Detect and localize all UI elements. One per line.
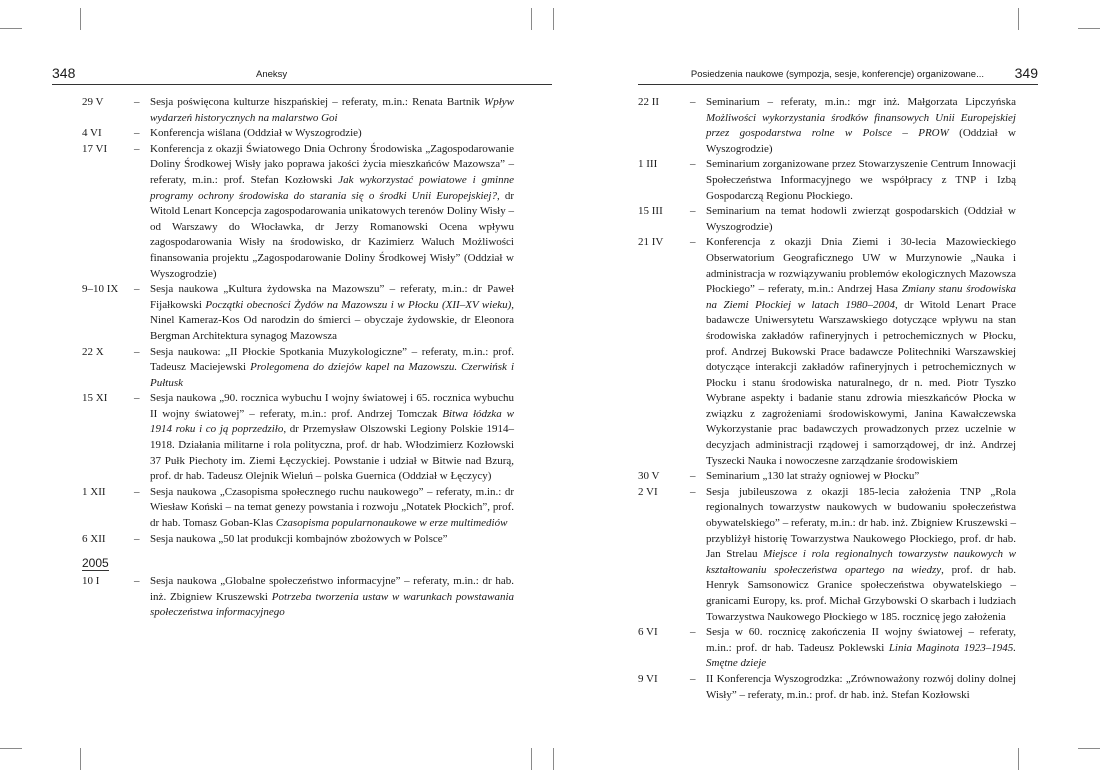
dash-separator: – — [690, 626, 696, 639]
year-heading: 2005 — [82, 556, 109, 571]
event-entry — [82, 532, 514, 548]
paper-title: Linia Maginota 1923–1945. Smętne dzieje — [706, 641, 1016, 670]
dash-separator: – — [134, 575, 140, 588]
event-entry — [638, 204, 1016, 235]
paper-title: Potrzeba tworzenia ustaw w warunkach powstawania społeczeństwa informacyjnego — [150, 590, 515, 619]
event-description — [150, 282, 514, 344]
dash-separator: – — [690, 470, 696, 483]
dash-separator: – — [134, 532, 140, 545]
paper-title: Początki obecności Żydów na Mazowszu i w Płocku (XII–XV wieku) — [205, 298, 512, 311]
event-text: Sesja jubileuszowa z okazji 185-lecia założenia TNP „Rola regionalnych towarzystw naukowych w budowaniu społeczeństwa obywatelskiego” – referaty, m.in.: dr hab. inż. Zbigniew Kruszewski – przybliżył historię Towarzystwa Naukowego Płockiego, prof. dr hab. Jan Strelau — [706, 485, 1016, 561]
event-text: Sesja w 60. rocznicę zakończenia II wojny światowej – referaty, m.in.: prof. dr hab. Tadeusz Poklewski — [706, 626, 1016, 654]
left-page — [52, 0, 552, 778]
event-text-continued: , dr Witold Lenart Prace badawcze Uniwersytetu Warszawskiego dotyczące wpływu na stan środowiska zakładów rafineryjnych i petrochemicznych w Płocku, prof. Andrzej Bukowski Prace badawcze Politechniki Warszawskiej dotyczące interakcji zakładów rafineryjnych i petrochemicznych w Płocku i stanu środowiska naturalnego, dr n. med. Piotr Tyszko Wybrane aspekty i badanie stanu zdrowia mieszkańców Płocka w związku z zagrożeniami środowiskowymi, Janina Kawałczewska Wykorzystanie prac badawczych prowadzonych przez uczelnie w decyzjach administracji rządowej i samorządowej, dr inż. Andrzej Tyszecki Nauka i nowoczesne zarządzanie środowiskiem — [706, 298, 1016, 467]
event-text: Seminarium „130 lat straży ogniowej w Płocku” — [706, 470, 920, 483]
event-description — [706, 672, 1016, 703]
page-number: 349 — [1014, 65, 1038, 81]
event-text: Sesja naukowa „Kultura żydowska na Mazowszu” – referaty, m.in.: dr Paweł Fijałkowski — [150, 283, 514, 311]
event-entry — [82, 126, 514, 142]
entries-list — [82, 95, 514, 621]
crop-mark — [1078, 748, 1100, 749]
dash-separator: – — [134, 96, 140, 108]
event-date: 10 I — [82, 575, 100, 588]
event-text: Sesja naukowa „Globalne społeczeństwo informacyjne” – referaty, m.in.: dr hab. inż. Zbigniew Kruszewski — [150, 575, 514, 603]
dash-separator: – — [690, 96, 696, 108]
event-description — [706, 157, 1016, 204]
paper-title: Bitwa łódzka w 1914 roku i co ją poprzedziło — [150, 407, 514, 436]
event-entry — [638, 485, 1016, 625]
event-entry — [638, 625, 1016, 672]
event-date: 6 VI — [638, 626, 658, 639]
event-date: 1 XII — [82, 485, 106, 498]
event-text: Konferencja z okazji Światowego Dnia Ochrony Środowiska „Zagospodarowanie Doliny Środkowej Wisły jako poprawa jakości życia mieszkańców Mazowsza” – referaty, m.in.: prof. Stefan Kozłowski — [150, 142, 514, 186]
crop-mark — [0, 28, 22, 29]
event-text-continued: , Ninel Kameraz-Kos Od narodzin do śmierci – obyczaje żydowskie, dr Eleonora Bergman Architektura synagog Mazowsza — [150, 298, 514, 342]
event-description — [706, 469, 1016, 485]
crop-mark — [553, 8, 554, 30]
event-entry — [638, 672, 1016, 703]
event-text: Seminarium na temat hodowli zwierząt gospodarskich (Oddział w Wyszogrodzie) — [706, 205, 1016, 233]
event-entry — [82, 485, 514, 532]
event-date: 9 VI — [638, 672, 658, 685]
paper-title: Prolegomena do dziejów kapel na Mazowszu. Czerwińsk i Pułtusk — [150, 361, 514, 389]
dash-separator: – — [690, 236, 696, 249]
event-description — [706, 204, 1016, 235]
event-date: 30 V — [638, 470, 660, 483]
event-date: 6 XII — [82, 532, 106, 545]
event-text-continued: , dr Witold Lenart Koncepcja zagospodarowania unikatowych terenów Doliny Wisły – od Warszawy do Włocławka, dr Jerzy Romanowski Ocena wpływu zagospodarowania Wisły na środowisko, dr Kazimierz Waluch Możliwości finansowania projektu „Zagospodarowanie Doliny Środkowej Wisły” (Oddział w Wyszogrodzie) — [150, 189, 514, 280]
event-entry — [82, 345, 514, 392]
page-header — [638, 62, 1038, 85]
event-entry — [82, 574, 514, 621]
event-entry — [82, 95, 514, 126]
dash-separator: – — [134, 283, 140, 296]
event-entry — [638, 235, 1016, 469]
event-description — [706, 235, 1016, 469]
event-date: 15 III — [638, 205, 663, 218]
dash-separator: – — [134, 127, 140, 140]
event-date: 4 VI — [82, 127, 102, 140]
event-date: 1 III — [638, 158, 658, 171]
event-entry — [82, 282, 514, 344]
dash-separator: – — [134, 392, 140, 405]
entries-list — [638, 95, 1016, 703]
event-text: Seminarium – referaty, m.in.: mgr inż. Małgorzata Lipczyńska — [706, 96, 1016, 108]
dash-separator: – — [134, 142, 140, 155]
event-text: Sesja naukowa „90. rocznica wybuchu I wojny światowej i 65. rocznica wybuchu II wojny światowej” – referaty, m.in.: prof. Andrzej Tomczak — [150, 392, 514, 420]
dash-separator: – — [134, 485, 140, 498]
event-description — [706, 95, 1016, 157]
event-date: 21 IV — [638, 236, 664, 249]
event-description — [150, 574, 514, 621]
event-description — [150, 142, 514, 282]
event-entry — [638, 157, 1016, 204]
year-heading-row — [82, 547, 514, 574]
event-date: 22 II — [638, 96, 660, 108]
event-text-continued: , dr Przemysław Olszowski Legiony Polskie 1914–1918. Działania militarne i rola polityczna, prof. dr hab. Włodzimierz Kozłowski 37 Pułk Piechoty im. Ziemi Łęczyckiej. Powstanie i udział w Bitwie nad Bzurą, prof. dr hab. Tadeusz Olejnik Wieluń – polska Guernica (Oddział w Łęczycy) — [150, 423, 514, 483]
event-entry — [82, 142, 514, 282]
event-text: Sesja poświęcona kulturze hiszpańskiej – referaty, m.in.: Renata Bartnik — [150, 96, 485, 108]
event-date: 15 XI — [82, 392, 108, 405]
event-text: Sesja naukowa „50 lat produkcji kombajnów zbożowych w Polsce” — [150, 532, 448, 545]
event-date: 29 V — [82, 96, 104, 108]
event-text: Seminarium zorganizowane przez Stowarzyszenie Centrum Innowacji Społeczeństwa Informacyjnego we współpracy z TNP i Izbą Gospodarczą Regionu Płockiego. — [706, 158, 1016, 202]
event-description — [150, 126, 514, 142]
dash-separator: – — [690, 672, 696, 685]
event-description — [706, 625, 1016, 672]
right-page — [638, 0, 1038, 778]
dash-separator: – — [134, 345, 140, 358]
running-head: Aneksy — [256, 69, 288, 80]
crop-mark — [553, 748, 554, 770]
event-description — [150, 95, 514, 126]
event-description — [150, 345, 514, 392]
dash-separator: – — [690, 205, 696, 218]
event-description — [150, 391, 514, 485]
event-date: 2 VI — [638, 485, 658, 498]
event-text: Konferencja z okazji Dnia Ziemi i 30-lecia Mazowieckiego Obserwatorium Geograficznego UW w Murzynowie „Nauka i administracja w rozwiązywaniu problemów ekologicznych Mazowsza Płockiego” – referaty, m.in.: Andrzej Hasa — [706, 236, 1016, 296]
paper-title: Możliwości wykorzystania środków finansowych Unii Europejskiej przez gospodarstwa rolne w Polsce – PROW — [706, 111, 1016, 140]
event-date: 9–10 IX — [82, 283, 119, 296]
event-text: Sesja naukowa „Czasopisma społecznego ruchu naukowego” – referaty, m.in.: dr Wiesław Koński – na temat genezy powstania i rozwoju „Notatek Płockich”, prof. dr hab. Tomasz Goban-Klas — [150, 485, 514, 530]
event-date: 22 X — [82, 345, 104, 358]
event-date: 17 VI — [82, 142, 108, 155]
dash-separator: – — [690, 158, 696, 171]
paper-title: Wpływ wydarzeń historycznych na malarstwo Goi — [150, 96, 514, 124]
dash-separator: – — [690, 485, 696, 498]
page-number: 348 — [52, 65, 76, 81]
event-text: Konferencja wiślana (Oddział w Wyszogrodzie) — [150, 127, 362, 140]
paper-title: Miejsce i rola regionalnych towarzystw naukowych w kształtowaniu społeczeństwa opartego na wiedzy — [706, 548, 1016, 576]
event-text-continued: , prof. dr hab. Henryk Samsonowicz Granice społeczeństwa obywatelskiego – granicami Europy, ks. prof. Michał Grzybowski O skarbach i ludziach Towarzystwa Naukowego Płockiego w 185. rocznicę jego założenia — [706, 563, 1017, 623]
event-entry — [638, 469, 1016, 485]
event-description — [706, 485, 1016, 625]
event-text: II Konferencja Wyszogrodzka: „Zrównoważony rozwój doliny dolnej Wisły” – referaty, m.in.: prof. dr hab. inż. Stefan Kozłowski — [706, 672, 1016, 701]
event-text: Sesja naukowa: „II Płockie Spotkania Muzykologiczne” – referaty, m.in.: prof. Tadeusz Maciejewski — [150, 345, 514, 374]
page-header — [52, 62, 552, 85]
crop-mark — [0, 748, 22, 749]
crop-mark — [1078, 28, 1100, 29]
event-entry — [82, 391, 514, 485]
event-description — [150, 485, 514, 532]
running-head: Posiedzenia naukowe (sympozja, sesje, konferencje) organizowane... — [690, 69, 984, 80]
paper-title: Czasopisma popularnonaukowe w erze multimediów — [275, 517, 508, 530]
event-entry — [638, 95, 1016, 157]
paper-title: Zmiany stanu środowiska na Ziemi Płockiej w latach 1980–2004 — [706, 283, 1016, 311]
event-description — [150, 532, 514, 548]
paper-title: Jak wykorzystać powiatowe i gminne programy ochrony środowiska do starania się o środki Unii Europejskiej? — [150, 173, 514, 202]
event-text-continued: (Oddział w Wyszogrodzie) — [706, 127, 1016, 155]
